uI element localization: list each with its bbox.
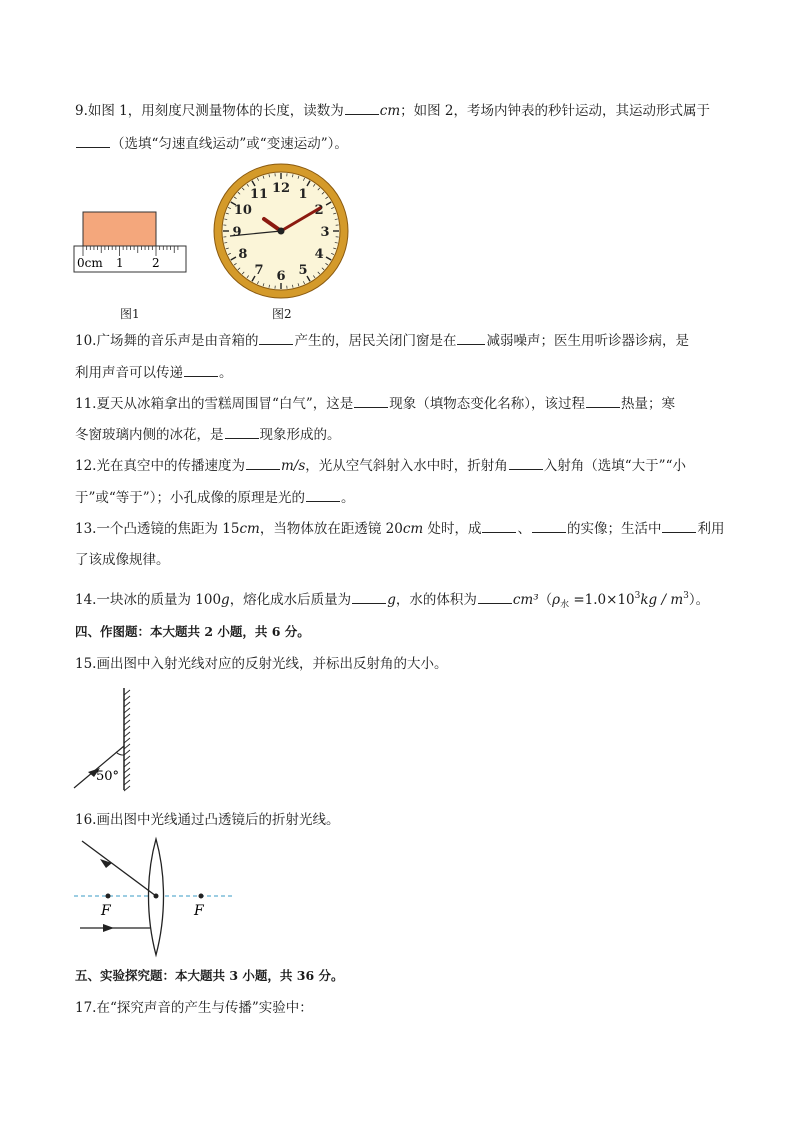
q9-blank-1 [345, 101, 379, 115]
focus-left-label: F [101, 903, 111, 919]
clock-number: 1 [298, 186, 308, 202]
q14-kg-unit: kg / m [640, 592, 684, 608]
q17-text: 17.在“探究声音的产生与传播”实验中： [75, 1000, 313, 1016]
q14-text-c: ，水的体积为 [395, 592, 477, 608]
q10-blank-2 [457, 331, 485, 345]
mirror-hatch-mark [124, 744, 130, 749]
q10-text-end: 。 [219, 365, 233, 381]
q12-blank-2 [509, 456, 543, 470]
clock-number: 6 [276, 269, 286, 284]
q13-line2 [75, 550, 170, 570]
q14-eq: =1.0×10 [569, 592, 635, 608]
section-5-title: 五、实验探究题：本大题共 3 小题，共 36 分。 [75, 968, 344, 983]
q10-line2 [75, 363, 233, 383]
clock-number: 9 [232, 225, 242, 240]
q13-text-e: 利用 [697, 521, 725, 537]
mirror-hatch-mark [124, 768, 130, 773]
mirror-hatch-mark [124, 738, 130, 743]
q14-text-b: ，熔化成水后质量为 [229, 592, 352, 608]
clock-number: 11 [249, 186, 269, 202]
q15-text: 15.画出图中入射光线对应的反射光线，并标出反射角的大小。 [75, 656, 448, 672]
mirror-hatch-mark [124, 690, 130, 695]
ray-through-center [82, 841, 156, 896]
q9-text-b: ；如图 2，考场内钟表的秒针运动，其运动形式属于 [400, 103, 711, 119]
ruler-label-2: 2 [152, 256, 160, 270]
fig2-caption: 图2 [272, 307, 292, 321]
fig1-caption: 图1 [120, 307, 140, 321]
q12-blank-3 [306, 488, 340, 502]
parallel-ray-arrow [103, 924, 114, 932]
ruler-label-1: 1 [116, 256, 124, 270]
q14-rho-sub: 水 [560, 600, 570, 610]
q12-text-b: ，光从空气斜射入水中时，折射角 [305, 458, 508, 474]
mirror-figure [70, 686, 140, 794]
clock-center [278, 228, 285, 235]
measured-object [83, 212, 156, 246]
mirror-hatch-mark [124, 720, 130, 725]
q11-text-e: 现象形成的。 [259, 427, 341, 443]
q10-blank-3 [184, 363, 218, 377]
clock-number: 7 [254, 263, 264, 279]
q13-sep: 、 [517, 521, 531, 537]
mirror-hatch-mark [124, 780, 130, 785]
q12-line1 [75, 456, 686, 476]
mirror-hatch-mark [124, 726, 130, 731]
q11-blank-1 [354, 394, 388, 408]
q12-text-c: 入射角（选填“大于”“小 [543, 458, 686, 474]
q13-line1 [75, 519, 724, 539]
q11-text-d: 冬窗玻璃内侧的冰花，是 [75, 427, 224, 443]
q9-text-a: 9.如图 1，用刻度尺测量物体的长度，读数为 [75, 103, 344, 119]
q13-unit-1: cm [239, 521, 260, 537]
q13-blank-3 [662, 519, 696, 533]
q11-text-b: 现象（填物态变化名称），该过程 [389, 396, 586, 412]
q12-unit: m/s [280, 458, 306, 474]
q13-text-f: 了该成像规律。 [75, 552, 170, 568]
mirror-hatch-mark [124, 756, 130, 761]
q14-exp: 3 [634, 591, 641, 601]
q13-blank-1 [482, 519, 516, 533]
q14-rho: ρ [552, 592, 561, 608]
q13-text-d: 的实像；生活中 [566, 521, 662, 537]
q10-line1 [75, 331, 689, 351]
q14-text-a: 14.一块冰的质量为 100 [75, 592, 222, 608]
mirror-hatch-mark [124, 708, 130, 713]
q12-text-a: 12.光在真空中的传播速度为 [75, 458, 245, 474]
clock-number: 12 [271, 181, 291, 196]
mirror-hatch-mark [124, 774, 130, 779]
q13-text-b: ，当物体放在距透镜 20 [259, 521, 403, 537]
q11-blank-2 [586, 394, 620, 408]
ray-center-arrow [100, 859, 112, 868]
clock-number: 2 [314, 203, 324, 218]
q14-blank-2 [478, 590, 512, 604]
q9-unit: cm [379, 103, 401, 119]
mirror-hatch-mark [124, 702, 130, 707]
ruler-label-0: 0cm [77, 256, 103, 270]
q9-line2 [75, 134, 348, 154]
mirror-hatch-mark [124, 786, 130, 791]
q12-text-d: 于”或“等于”）；小孔成像的原理是光的 [75, 490, 305, 506]
clock-figure [212, 162, 350, 300]
q11-text-a: 11.夏天从冰箱拿出的雪糕周围冒“白气”，这是 [75, 396, 354, 412]
focus-right-point [199, 894, 204, 899]
q11-blank-3 [225, 425, 259, 439]
q14-line [75, 586, 709, 615]
q14-unit-g: g [221, 592, 230, 608]
q13-text-c: 处时，成 [423, 521, 482, 537]
q9-line1 [75, 101, 710, 121]
mirror-hatch-mark [124, 714, 130, 719]
q9-text-c: （选填“匀速直线运动”或“变速运动”）。 [111, 136, 348, 152]
q13-blank-2 [532, 519, 566, 533]
q10-text-d: 利用声音可以传递 [75, 365, 183, 381]
q12-blank-1 [246, 456, 280, 470]
ruler-figure [72, 210, 190, 276]
q14-m-exp: 3 [683, 591, 689, 601]
q12-text-end: 。 [340, 490, 355, 506]
section-4-title: 四、作图题：本大题共 2 小题，共 6 分。 [75, 624, 310, 639]
clock-number: 3 [320, 225, 330, 240]
q11-line1 [75, 394, 675, 414]
q12-line2 [75, 488, 354, 508]
q10-text-a: 10.广场舞的音乐声是由音箱的 [75, 333, 259, 349]
q9-blank-2 [76, 134, 110, 148]
q10-text-c: 减弱噪声；医生用听诊器诊病，是 [486, 333, 689, 349]
mirror-hatch-mark [124, 696, 130, 701]
clock-number: 8 [238, 247, 248, 262]
optical-center [154, 894, 159, 899]
clock-number: 5 [298, 263, 308, 279]
mirror-hatch-mark [124, 750, 130, 755]
q10-text-b: 产生的，居民关闭门窗是在 [294, 333, 457, 349]
q14-unit-cm3: cm³ [512, 592, 539, 608]
q13-text-a: 13.一个凸透镜的焦距为 15 [75, 521, 240, 537]
clock-number: 10 [233, 203, 252, 218]
q13-unit-2: cm [402, 521, 424, 537]
q14-unit-g-2: g [387, 592, 396, 608]
q11-line2 [75, 425, 341, 445]
q10-blank-1 [259, 331, 293, 345]
q14-blank-1 [352, 590, 386, 604]
mirror-hatch-mark [124, 762, 130, 767]
q14-paren-close: ）。 [688, 592, 710, 608]
mirror-hatch-mark [124, 732, 130, 737]
clock-number: 4 [314, 247, 324, 262]
q14-paren-open: （ [538, 592, 553, 608]
angle-label: 50° [96, 769, 120, 784]
lens-figure [70, 835, 240, 960]
q16-text: 16.画出图中光线通过凸透镜后的折射光线。 [75, 812, 340, 828]
q11-text-c: 热量；寒 [621, 396, 676, 412]
focus-left-point [106, 894, 111, 899]
focus-right-label: F [194, 903, 204, 919]
